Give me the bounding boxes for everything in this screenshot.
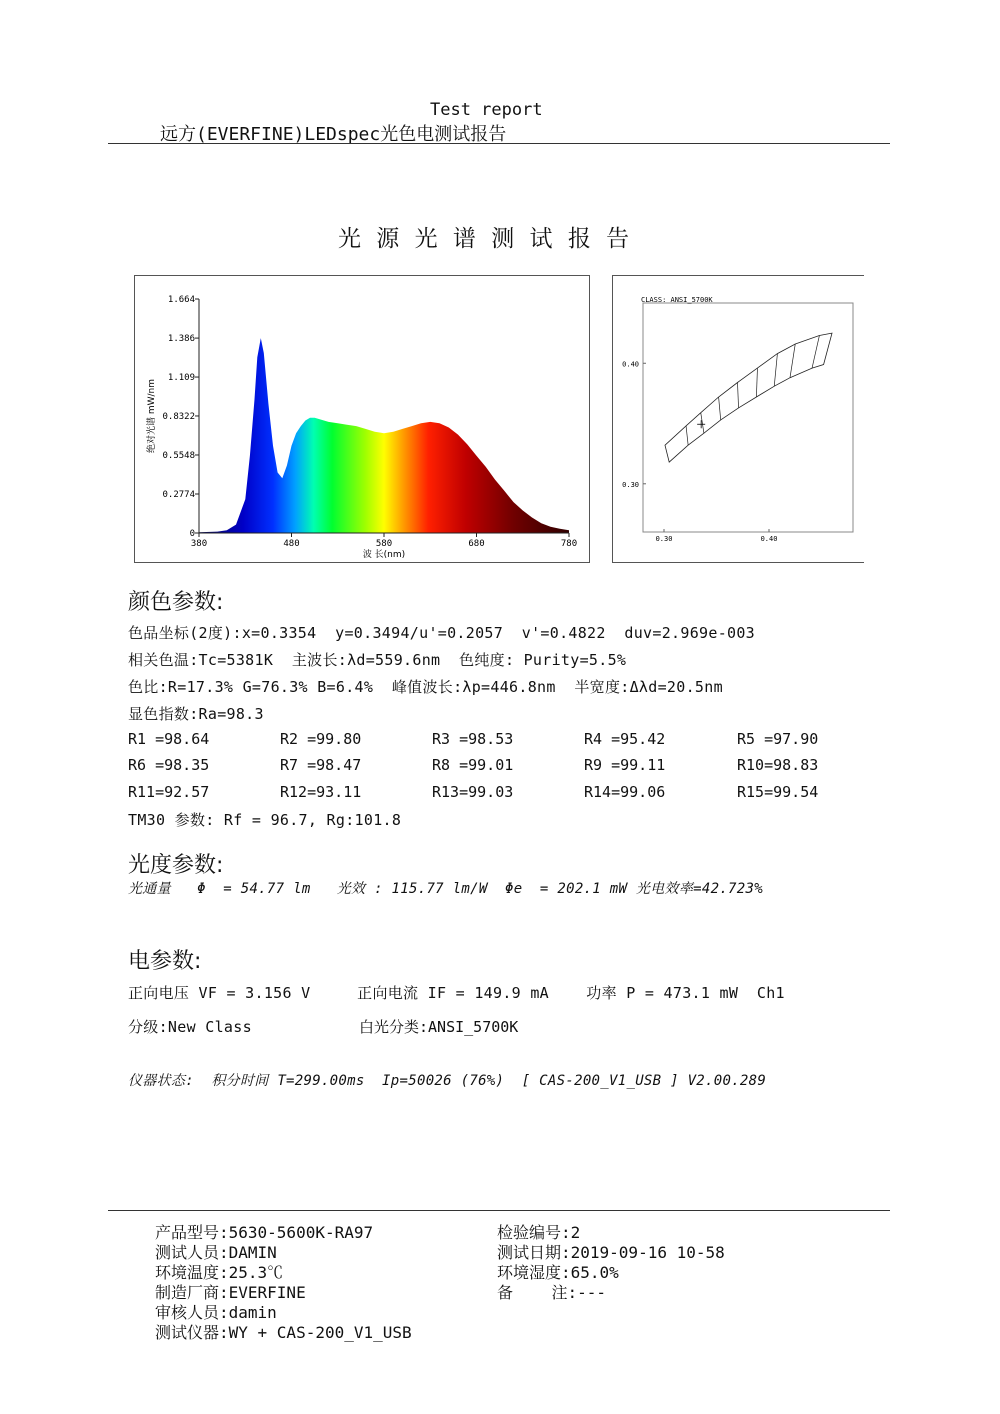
y-tick-label: 0.8322 — [162, 411, 195, 422]
cri-line: 显色指数:Ra=98.3 — [128, 705, 264, 723]
y-tick-label: 0 — [189, 529, 195, 539]
x-axis-label: 波 长(nm) — [362, 550, 406, 560]
report-header-subtitle: 远方(EVERFINE)LEDspec光色电测试报告 — [160, 124, 507, 145]
cie-y-tick-label: 0.30 — [622, 480, 639, 489]
r-value: R2 =99.80 — [280, 730, 362, 748]
r-value: R9 =99.11 — [584, 756, 666, 774]
remarks: 备 注:--- — [497, 1283, 607, 1302]
y-axis-label: 绝对光谱 mW/nm — [147, 378, 157, 454]
report-title: 光 源 光 谱 测 试 报 告 — [338, 226, 634, 252]
r-value: R10=98.83 — [737, 756, 819, 774]
r-value: R1 =98.64 — [128, 730, 210, 748]
y-tick-label: 1.386 — [167, 334, 195, 345]
chromaticity-line: 色品坐标(2度):x=0.3354 y=0.3494/u'=0.2057 v'=0.4822 duv=2.969e-003 — [128, 624, 756, 642]
ambient-humidity: 环境湿度:65.0% — [497, 1263, 619, 1282]
test-date: 测试日期:2019-09-16 10-58 — [497, 1243, 725, 1262]
cie-plot-area — [643, 303, 853, 532]
cie-y-tick-label: 0.40 — [622, 360, 639, 369]
inspection-number: 检验编号:2 — [497, 1223, 581, 1242]
r-value: R13=99.03 — [432, 783, 514, 801]
x-tick-label: 680 — [468, 539, 485, 549]
r-value: R5 =97.90 — [737, 730, 819, 748]
ansi-bin-divider — [686, 426, 688, 445]
r-value: R7 =98.47 — [280, 756, 362, 774]
ansi-quadrangle-outline — [665, 333, 832, 462]
r-value: R8 =99.01 — [432, 756, 514, 774]
r-value: R12=93.11 — [280, 783, 362, 801]
tester: 测试人员:DAMIN — [155, 1243, 277, 1262]
cie-chart — [613, 276, 865, 562]
cie-x-tick-label: 0.30 — [655, 535, 673, 543]
footer-divider — [108, 1210, 890, 1211]
r-value: R6 =98.35 — [128, 756, 210, 774]
cie-chart-title: CLASS: ANSI_5700K — [641, 296, 713, 304]
y-tick-label: 0.2774 — [162, 489, 195, 500]
r-value: R4 =95.42 — [584, 730, 666, 748]
photometric-line: 光通量 Φ = 54.77 lm 光效 : 115.77 lm/W Φe = 202.1 mW 光电效率=42.723% — [128, 881, 763, 897]
electrical-line: 正向电压 VF = 3.156 V 正向电流 IF = 149.9 mA 功率 P = 473.1 mW Ch1 — [128, 984, 785, 1002]
report-header-english: Test report — [430, 100, 543, 120]
white-class-label: 白光分类:ANSI_5700K — [359, 1018, 519, 1036]
tm30-line: TM30 参数: Rf = 96.7, Rg:101.8 — [128, 811, 402, 829]
x-tick-label: 380 — [190, 539, 208, 549]
instrument-status: 仪器状态: 积分时间 T=299.00ms Ip=50026 (76%) [ CAS-200_V1_USB ] V2.00.289 — [128, 1073, 767, 1089]
ansi-bin-divider — [790, 344, 795, 378]
spectrum-chart — [135, 276, 589, 562]
grade-label: 分级:New Class — [128, 1018, 252, 1036]
y-tick-label: 1.109 — [167, 373, 195, 384]
cie-chart-frame — [612, 275, 864, 563]
ansi-bin-divider — [812, 336, 819, 369]
reviewer: 审核人员:damin — [155, 1303, 277, 1322]
x-tick-label: 480 — [283, 539, 300, 549]
ambient-temp: 环境温度:25.3℃ — [155, 1263, 284, 1282]
ansi-bin-divider — [756, 368, 757, 397]
spectrum-area — [199, 338, 569, 533]
r-value: R15=99.54 — [737, 783, 819, 801]
photo-params-heading: 光度参数: — [128, 853, 224, 878]
ansi-bin-divider — [719, 397, 721, 420]
y-tick-label: 0.5548 — [162, 450, 195, 461]
elec-params-heading: 电参数: — [128, 949, 202, 974]
x-tick-label: 580 — [375, 539, 393, 549]
r-value: R3 =98.53 — [432, 730, 514, 748]
color-ratio-line: 色比:R=17.3% G=76.3% B=6.4% 峰值波长:λp=446.8nm 半宽度:Δλd=20.5nm — [128, 678, 723, 696]
header-divider — [108, 143, 890, 144]
x-tick-label: 780 — [560, 539, 578, 549]
y-tick-label: 1.664 — [167, 295, 195, 305]
cct-line: 相关色温:Tc=5381K 主波长:λd=559.6nm 色纯度: Purity=5.5% — [128, 651, 627, 669]
cie-x-tick-label: 0.40 — [760, 535, 778, 543]
ansi-bin-divider — [738, 383, 739, 408]
r-value: R11=92.57 — [128, 783, 210, 801]
test-instrument: 测试仪器:WY + CAS-200_V1_USB — [155, 1323, 412, 1342]
manufacturer: 制造厂商:EVERFINE — [155, 1283, 306, 1302]
product-model: 产品型号:5630-5600K-RA97 — [155, 1223, 374, 1242]
color-params-heading: 颜色参数: — [128, 590, 224, 615]
spectrum-chart-frame — [134, 275, 590, 563]
r-value: R14=99.06 — [584, 783, 666, 801]
ansi-bin-divider — [774, 354, 777, 387]
